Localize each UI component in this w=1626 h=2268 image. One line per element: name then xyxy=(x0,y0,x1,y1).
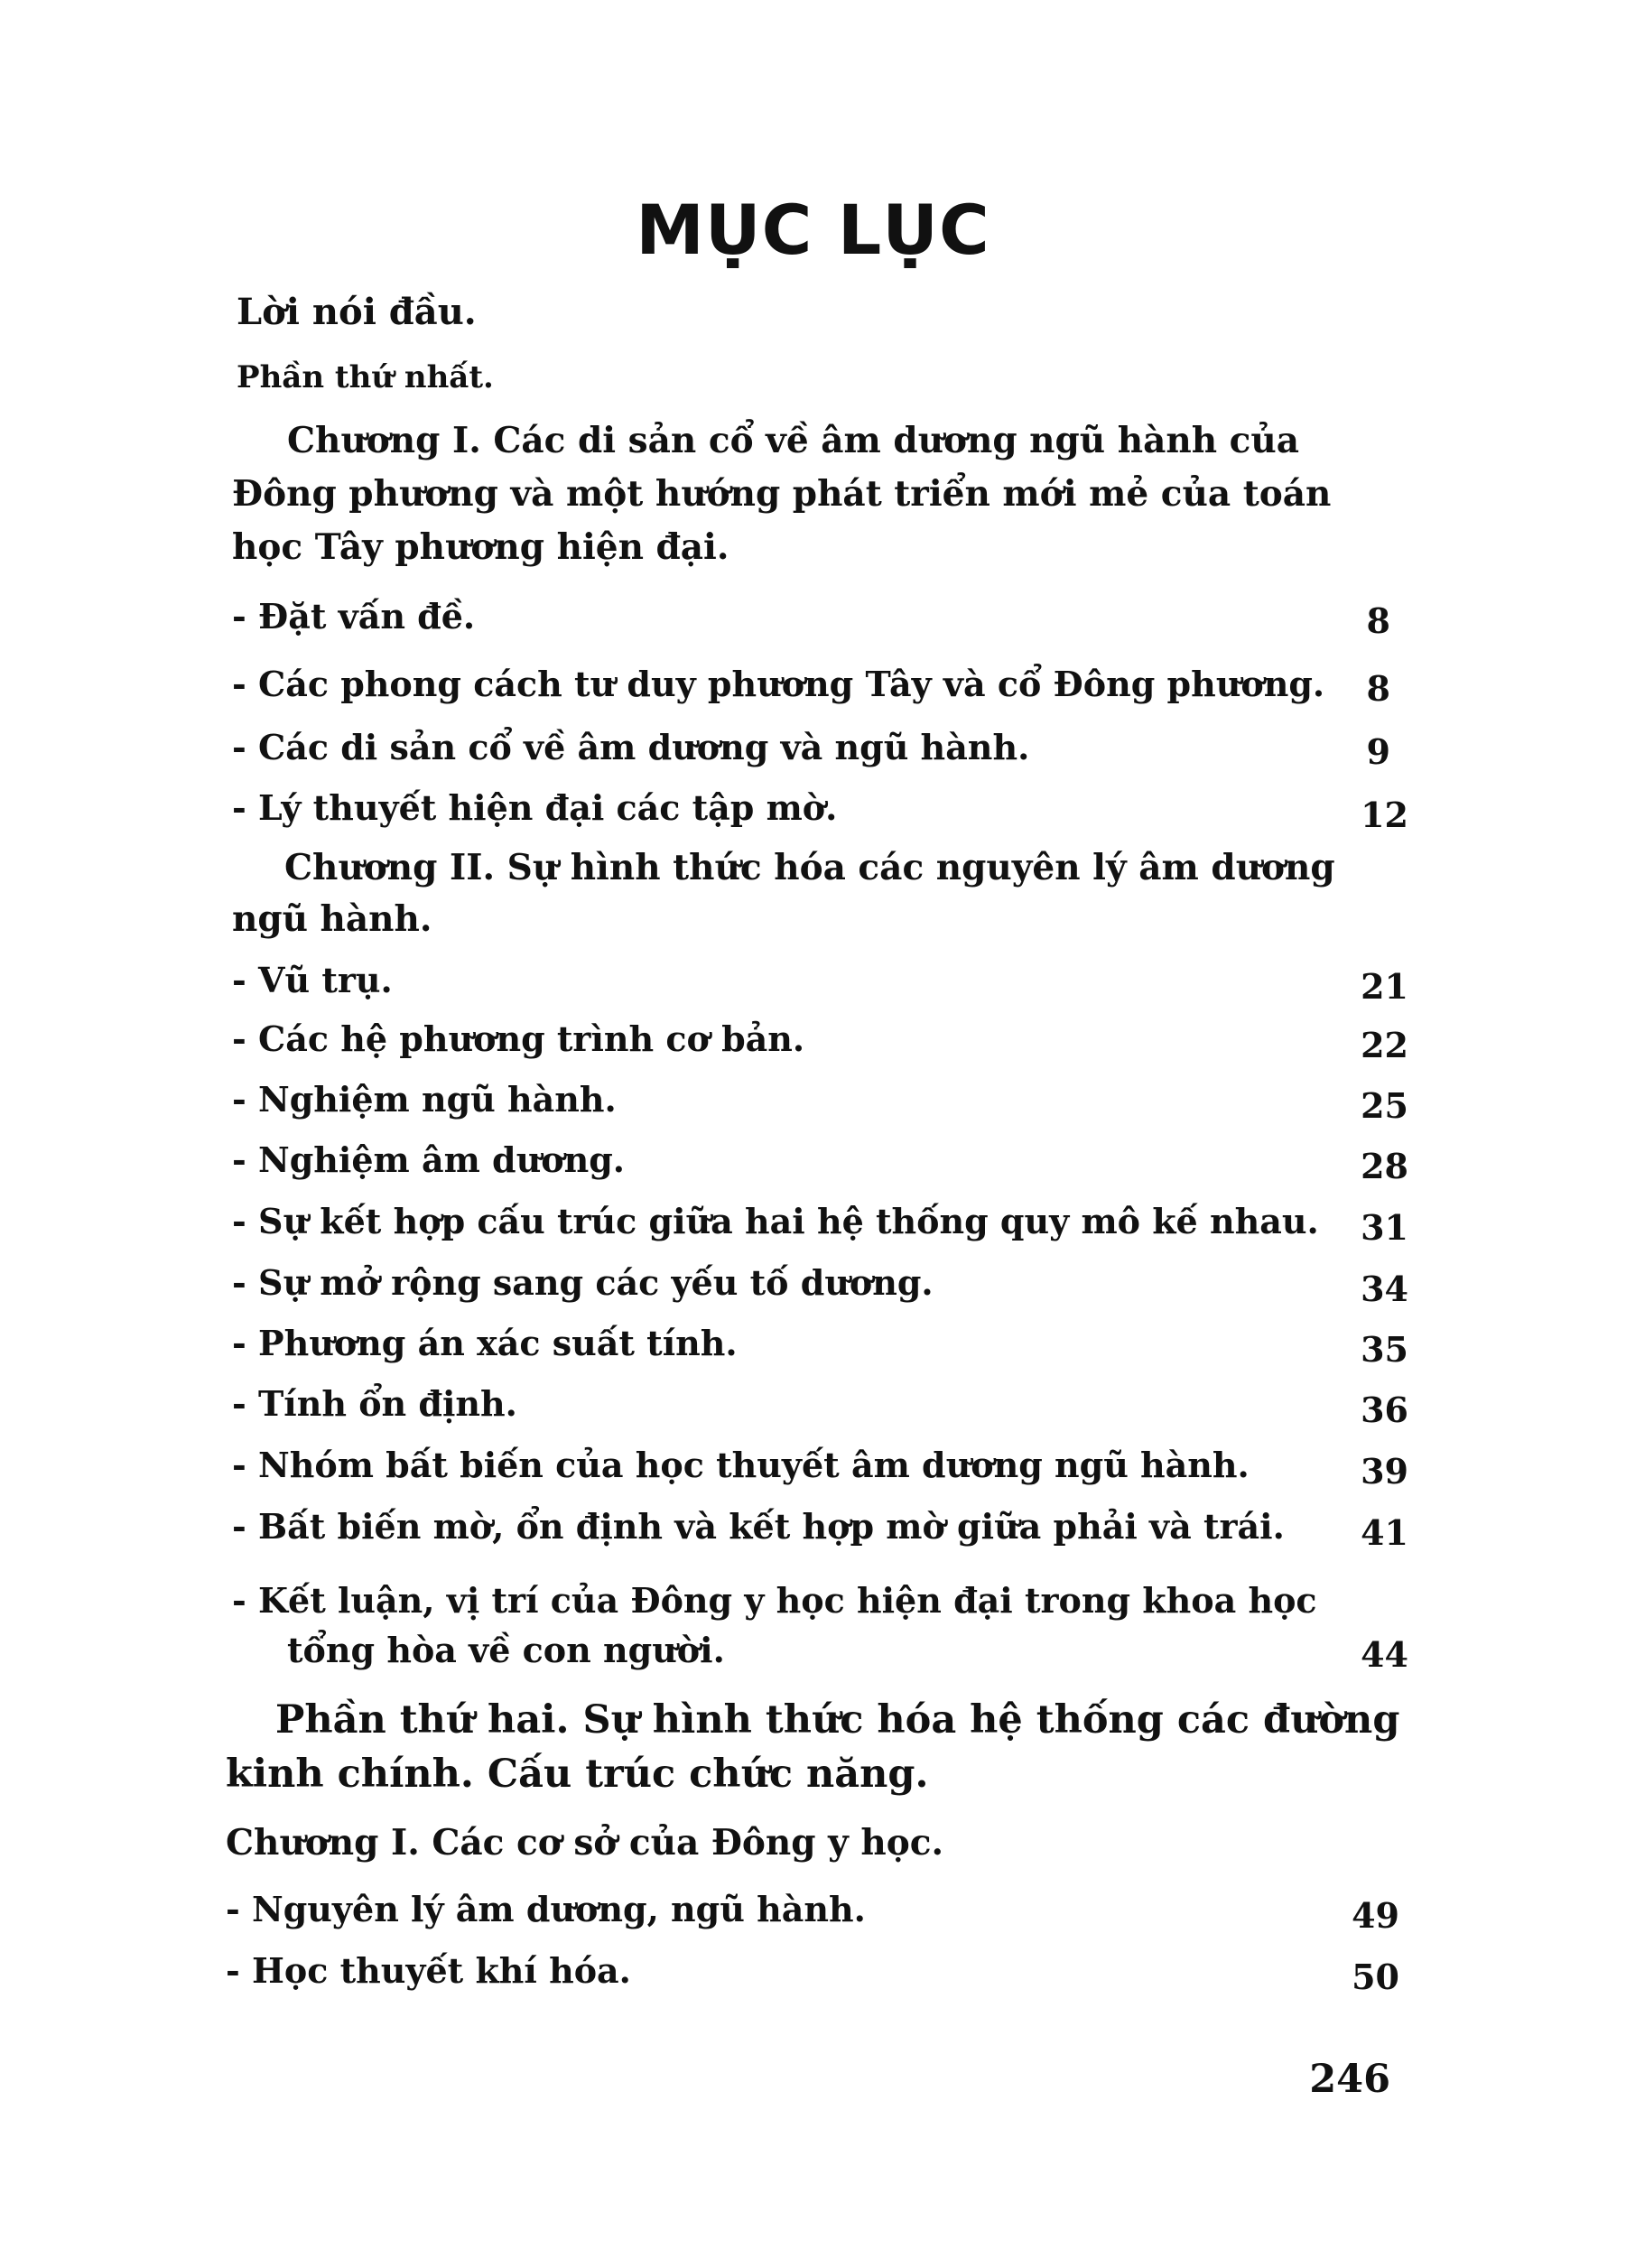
toc-entry-text: - Sự kết hợp cấu trúc giữa hai hệ thống quy mô kế nhau. xyxy=(232,1201,1319,1241)
toc-entry-page: 31 xyxy=(1361,1207,1408,1248)
toc-entry-page: 35 xyxy=(1361,1329,1408,1370)
toc-entry-page: 8 xyxy=(1366,600,1390,641)
chapter2-title-line2: ngũ hành. xyxy=(232,898,432,940)
toc-entry-text: - Bất biến mờ, ổn định và kết hợp mờ giữa phải và trái. xyxy=(232,1506,1285,1547)
toc-entry-page: 9 xyxy=(1366,731,1390,772)
part2-heading-line1: Phần thứ hai. Sự hình thức hóa hệ thống các đường xyxy=(275,1697,1400,1743)
toc-entry-page: 8 xyxy=(1366,668,1390,709)
toc-entry-text-continued: tổng hòa về con người. xyxy=(287,1630,725,1670)
toc-entry-text: - Nghiệm âm dương. xyxy=(232,1139,626,1180)
chapter1-title-line3: học Tây phương hiện đại. xyxy=(232,526,729,568)
toc-entry-page: 21 xyxy=(1361,966,1408,1007)
chapter2-title-line1: Chương II. Sự hình thức hóa các nguyên lý âm dương xyxy=(284,847,1335,888)
chapter1-title-line2: Đông phương và một hướng phát triển mới mẻ của toán xyxy=(232,473,1332,515)
chapter1-title-line1: Chương I. Các di sản cổ về âm dương ngũ hành của xyxy=(287,420,1300,461)
toc-entry-text: - Các phong cách tư duy phương Tây và cổ Đông phương. xyxy=(232,664,1325,704)
toc-entry-page: 49 xyxy=(1352,1895,1399,1936)
toc-entry-text: - Kết luận, vị trí của Đông y học hiện đại trong khoa học xyxy=(232,1580,1317,1621)
part2-heading-line2: kinh chính. Cấu trúc chức năng. xyxy=(226,1752,929,1797)
toc-entry-text: - Sự mở rộng sang các yếu tố dương. xyxy=(232,1262,934,1303)
part1-heading: Phần thứ nhất. xyxy=(237,359,494,395)
toc-entry-page: 22 xyxy=(1361,1025,1408,1065)
page-number: 246 xyxy=(1309,2057,1390,2102)
toc-entry-text: - Nghiệm ngũ hành. xyxy=(232,1079,617,1120)
toc-entry-text: - Phương án xác suất tính. xyxy=(232,1323,738,1363)
toc-entry-text: - Lý thuyết hiện đại các tập mờ. xyxy=(232,787,838,828)
toc-entry-text: - Các di sản cổ về âm dương và ngũ hành. xyxy=(232,727,1030,767)
toc-entry-page: 28 xyxy=(1361,1146,1408,1186)
toc-entry-text: - Tính ổn định. xyxy=(232,1383,517,1424)
toc-entry-page: 25 xyxy=(1361,1085,1408,1126)
part2-chapter1-heading: Chương I. Các cơ sở của Đông y học. xyxy=(226,1822,944,1864)
toc-entry-page: 41 xyxy=(1361,1512,1408,1553)
toc-entry-text: - Đặt vấn đề. xyxy=(232,596,476,637)
toc-entry-page: 44 xyxy=(1361,1634,1408,1675)
toc-entry-page: 34 xyxy=(1361,1269,1408,1309)
toc-entry-page: 50 xyxy=(1352,1957,1399,1997)
toc-entry-text: - Học thuyết khí hóa. xyxy=(226,1950,631,1991)
toc-entry-page: 39 xyxy=(1361,1451,1408,1492)
toc-entry-page: 12 xyxy=(1361,795,1408,835)
toc-entry-text: - Nguyên lý âm dương, ngũ hành. xyxy=(226,1889,866,1929)
toc-entry-text: - Các hệ phương trình cơ bản. xyxy=(232,1018,805,1059)
toc-entry-text: - Nhóm bất biến của học thuyết âm dương ngũ hành. xyxy=(232,1445,1250,1485)
toc-entry-text: - Vũ trụ. xyxy=(232,960,393,1000)
intro-heading: Lời nói đầu. xyxy=(237,291,477,333)
page-title: MỤC LỤC xyxy=(636,190,990,270)
toc-entry-page: 36 xyxy=(1361,1390,1408,1430)
